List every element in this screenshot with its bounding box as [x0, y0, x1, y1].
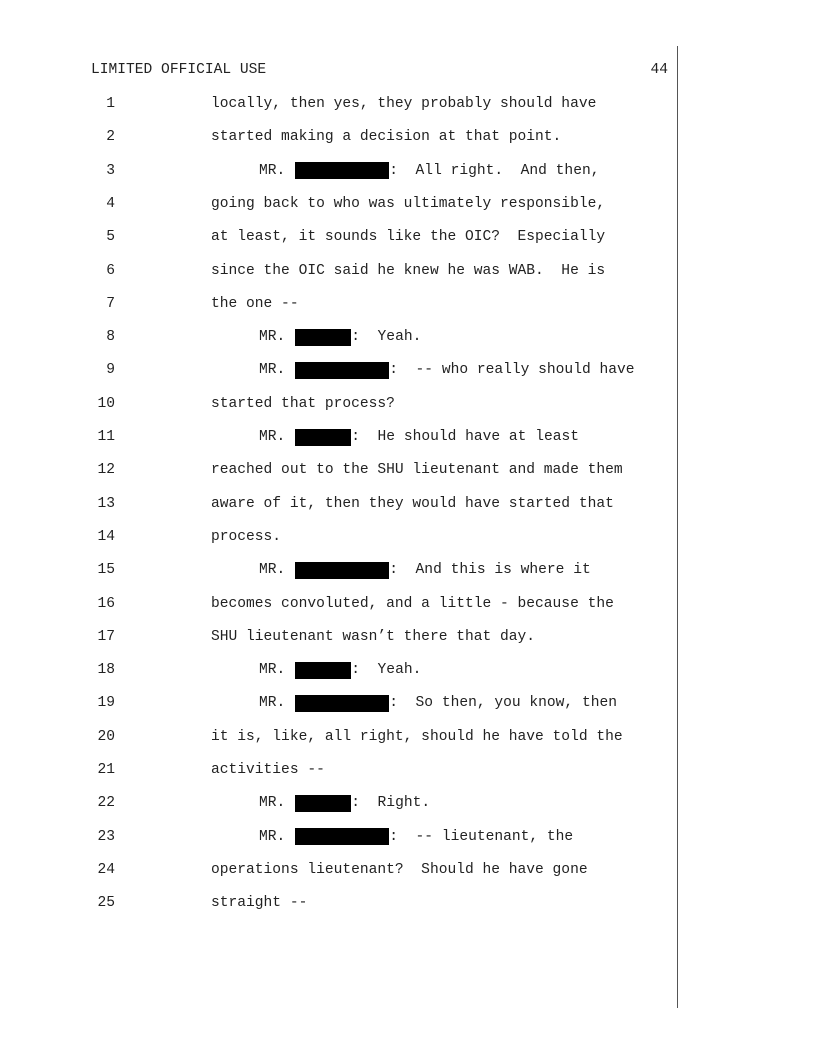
page-number: 44: [650, 62, 668, 78]
transcript-line-4: [0, 193, 680, 215]
speaker-line: [259, 792, 430, 814]
line-text: locally, then yes, they probably should have: [211, 96, 597, 112]
line-number: 20: [97, 728, 115, 745]
line-text: becomes convoluted, and a little - because the: [211, 595, 614, 612]
speaker-title: MR.: [259, 329, 286, 346]
line-text: activities --: [211, 762, 325, 778]
line-number: 12: [97, 462, 115, 479]
transcript-line-24: [0, 859, 680, 881]
speaker-line: [259, 326, 421, 348]
transcript-line-18: [0, 659, 680, 681]
speaker-text: : Yeah.: [351, 329, 422, 346]
line-text: aware of it, then they would have started that: [211, 495, 614, 512]
line-number: 21: [97, 762, 115, 778]
speaker-line: [259, 692, 617, 714]
line-text: started that process?: [211, 395, 395, 412]
redaction-block: [295, 362, 389, 379]
redaction-block: [295, 695, 389, 712]
line-text: reached out to the SHU lieutenant and made them: [211, 462, 623, 479]
transcript-line-1: [0, 93, 680, 115]
line-number: 1: [106, 96, 115, 112]
transcript-line-3: [0, 160, 680, 182]
line-number: 17: [97, 628, 115, 645]
speaker-text: : So then, you know, then: [389, 695, 617, 712]
transcript-line-14: [0, 526, 680, 548]
speaker-line: [259, 160, 599, 182]
redaction-block: [295, 329, 351, 346]
speaker-text: : And this is where it: [389, 562, 591, 579]
redaction-block: [295, 562, 389, 579]
transcript-line-11: [0, 426, 680, 448]
transcript-line-7: [0, 293, 680, 315]
transcript-line-21: [0, 759, 680, 781]
line-text: process.: [211, 528, 282, 545]
transcript-line-20: [0, 726, 680, 748]
line-number: 19: [97, 695, 115, 712]
line-number: 18: [97, 662, 115, 679]
line-number: 6: [106, 262, 115, 279]
transcript-line-25: [0, 892, 680, 914]
speaker-line: [259, 826, 573, 848]
redaction-block: [295, 662, 351, 679]
speaker-title: MR.: [259, 695, 286, 712]
line-text: operations lieutenant? Should he have gone: [211, 861, 588, 878]
speaker-title: MR.: [259, 662, 286, 679]
transcript-line-22: [0, 792, 680, 814]
speaker-text: : Yeah.: [351, 662, 422, 679]
line-text: the one --: [211, 295, 299, 312]
speaker-line: [259, 426, 579, 448]
line-number: 16: [97, 595, 115, 612]
speaker-title: MR.: [259, 562, 286, 579]
speaker-line: [259, 559, 591, 581]
line-text: it is, like, all right, should he have told the: [211, 728, 623, 745]
line-number: 3: [106, 162, 115, 179]
transcript-line-10: [0, 393, 680, 415]
speaker-text: : -- lieutenant, the: [389, 828, 574, 845]
line-text: started making a decision at that point.: [211, 129, 562, 146]
speaker-title: MR.: [259, 429, 286, 445]
line-number: 10: [97, 395, 115, 412]
line-number: 13: [97, 495, 115, 512]
speaker-text: : Right.: [351, 795, 431, 812]
redaction-block: [295, 162, 389, 179]
line-number: 14: [97, 528, 115, 545]
redaction-block: [295, 429, 351, 446]
line-text: going back to who was ultimately responsible,: [211, 195, 606, 212]
line-text: since the OIC said he knew he was WAB. He is: [211, 262, 606, 279]
transcript-line-19: [0, 692, 680, 714]
line-number: 24: [97, 861, 115, 878]
transcript-line-23: [0, 826, 680, 848]
transcript-line-15: [0, 559, 680, 581]
transcript-line-5: [0, 226, 680, 248]
line-number: 2: [106, 129, 115, 146]
line-number: 7: [106, 295, 115, 312]
line-text: SHU lieutenant wasn’t there that day.: [211, 628, 536, 645]
transcript-line-6: [0, 260, 680, 282]
transcript-line-16: [0, 593, 680, 615]
speaker-line: [259, 659, 421, 681]
speaker-line: [259, 359, 635, 381]
speaker-title: MR.: [259, 795, 286, 812]
speaker-text: : He should have at least: [351, 429, 579, 445]
redaction-block: [295, 795, 351, 812]
transcript-line-12: [0, 459, 680, 481]
line-text: at least, it sounds like the OIC? Especially: [211, 229, 606, 246]
transcript-line-8: [0, 326, 680, 348]
line-text: straight --: [211, 895, 308, 912]
line-number: 8: [106, 329, 115, 346]
line-number: 4: [106, 195, 115, 212]
line-number: 22: [97, 795, 115, 812]
line-number: 9: [106, 362, 115, 379]
line-number: 25: [97, 895, 115, 912]
transcript-line-13: [0, 493, 680, 515]
transcript-line-9: [0, 359, 680, 381]
speaker-text: : All right. And then,: [389, 162, 600, 179]
speaker-title: MR.: [259, 362, 286, 379]
redaction-block: [295, 828, 389, 845]
transcript-line-17: [0, 626, 680, 648]
line-number: 23: [97, 828, 115, 845]
speaker-title: MR.: [259, 828, 286, 845]
speaker-title: MR.: [259, 162, 286, 179]
classification-header: LIMITED OFFICIAL USE: [91, 62, 267, 78]
line-number: 11: [97, 429, 115, 445]
line-number: 15: [97, 562, 115, 579]
speaker-text: : -- who really should have: [389, 362, 635, 379]
transcript-line-2: [0, 126, 680, 148]
line-number: 5: [106, 229, 115, 246]
